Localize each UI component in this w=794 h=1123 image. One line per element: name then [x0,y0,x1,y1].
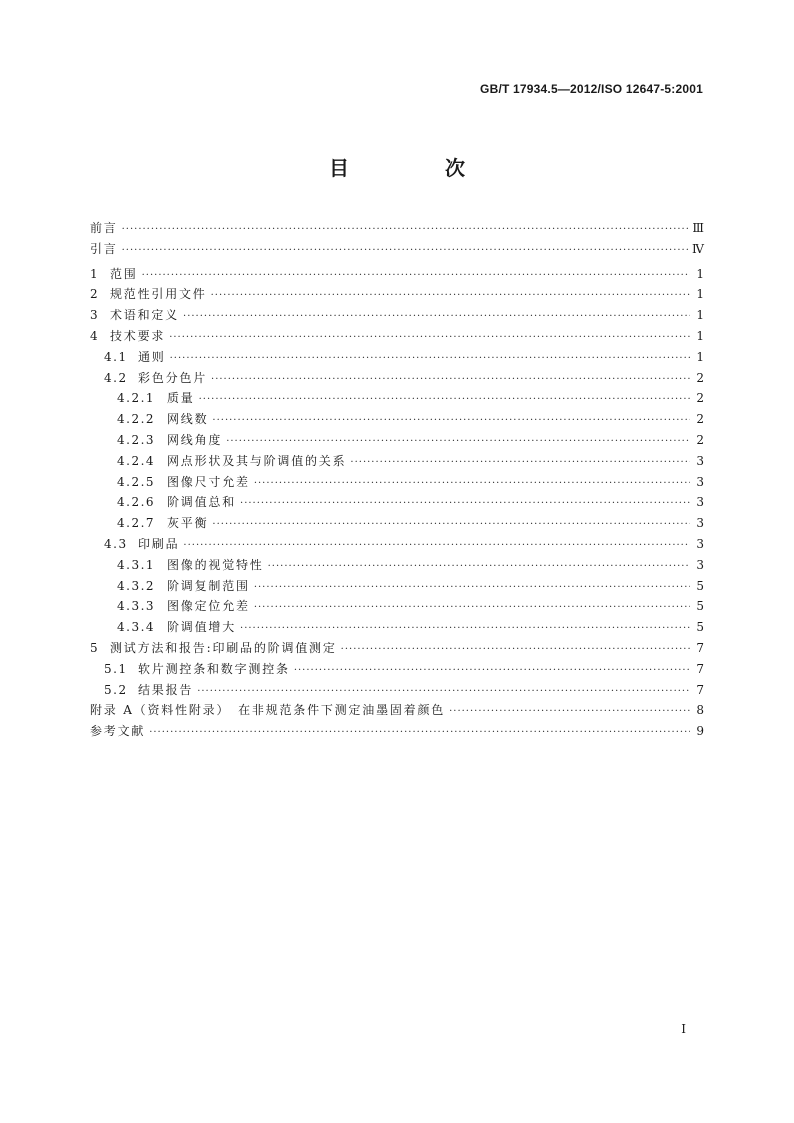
toc-entry-label: 技术要求 [110,328,166,343]
toc-entry-page: Ⅳ [692,241,704,256]
toc-dot-leader [122,241,688,262]
toc-entry-number: 4.3.1 [117,557,156,572]
toc-entry[interactable] [90,264,704,285]
toc-entry-page: 1 [696,308,704,323]
toc-entry-number: 2 [90,287,100,302]
toc-dot-leader [268,557,690,578]
toc-dot-leader [211,286,690,307]
toc-entry[interactable] [90,680,704,701]
toc-entry-page: 9 [696,724,704,739]
toc-entry-page: Ⅲ [692,221,704,235]
toc-entry-label: 规范性引用文件 [110,287,207,302]
toc-entry-label: 质量 [167,391,195,406]
toc-entry-number: 4.2.4 [117,453,156,468]
toc-entry-number: 4.2.7 [117,516,156,531]
toc-entry-page: 8 [696,703,704,718]
toc-entry-label: 测试方法和报告:印刷品的阶调值测定 [110,640,337,655]
toc-dot-leader [449,702,690,723]
toc-dot-leader [197,682,690,703]
toc-entry-number: 1 [90,266,100,281]
toc-entry-number: 4.2 [104,370,128,385]
toc-entry[interactable] [90,576,704,597]
toc-entry[interactable] [90,472,704,493]
toc-dot-leader [240,494,690,515]
toc-dot-leader [122,220,689,241]
toc-entry[interactable] [90,409,704,430]
toc-entry-number: 4.2.6 [117,495,156,510]
toc-dot-leader [212,411,690,432]
toc-entry-page: 7 [696,640,704,655]
toc-entry-label: 术语和定义 [110,308,180,323]
toc-entry[interactable] [90,513,704,534]
toc-entry-number: 4.1 [104,349,128,364]
toc-entry[interactable] [90,284,704,305]
toc-dot-leader [254,598,690,619]
table-of-contents [90,218,704,742]
toc-entry-number: 4.3.2 [117,578,156,593]
toc-entry-label: 图像尺寸允差 [167,474,250,489]
toc-entry-page: 3 [696,474,704,489]
toc-entry[interactable] [90,218,704,239]
toc-entry-page: 5 [696,599,704,614]
toc-entry[interactable] [90,388,704,409]
toc-entry-page: 2 [696,391,704,406]
toc-entry[interactable] [90,596,704,617]
toc-entry-page: 2 [696,370,704,385]
toc-entry-label: 附录 A（资料性附录） 在非规范条件下测定油墨固着颜色 [90,703,446,718]
toc-dot-leader [341,640,690,661]
toc-entry-label: 阶调复制范围 [167,578,250,593]
toc-dot-leader [142,266,690,287]
toc-entry-page: 1 [696,287,704,302]
toc-dot-leader [170,349,690,370]
toc-entry-number: 5 [90,640,100,655]
toc-entry[interactable] [90,534,704,555]
toc-entry[interactable] [90,638,704,659]
toc-entry-label: 范围 [110,266,138,281]
toc-entry-number: 4.2.1 [117,391,156,406]
toc-entry-number: 4.2.5 [117,474,156,489]
toc-entry-number: 4.2.2 [117,412,156,427]
toc-entry-label: 图像的视觉特性 [167,557,264,572]
toc-entry[interactable] [90,430,704,451]
toc-entry-page: 7 [696,682,704,697]
toc-entry-label: 灰平衡 [167,516,209,531]
toc-dot-leader [254,578,690,599]
toc-entry[interactable] [90,492,704,513]
toc-entry[interactable] [90,617,704,638]
toc-entry[interactable] [90,721,704,742]
toc-entry[interactable] [90,239,704,260]
toc-entry-page: 1 [696,328,704,343]
toc-entry[interactable] [90,700,704,721]
toc-entry-page: 5 [696,620,704,635]
toc-entry-label: 彩色分色片 [138,370,208,385]
toc-entry-number: 5.2 [104,682,128,697]
toc-entry-label: 参考文献 [90,724,146,739]
toc-entry[interactable] [90,326,704,347]
toc-entry-number: 4.2.3 [117,432,156,447]
toc-entry[interactable] [90,347,704,368]
toc-entry-number: 4 [90,328,100,343]
toc-entry[interactable] [90,368,704,389]
toc-dot-leader [183,307,690,328]
toc-entry-page: 1 [696,266,704,281]
toc-dot-leader [294,661,690,682]
toc-dot-leader [149,723,690,744]
toc-entry[interactable] [90,659,704,680]
toc-entry[interactable] [90,451,704,472]
toc-dot-leader [199,390,690,411]
toc-entry-page: 3 [696,495,704,510]
toc-entry-label: 图像定位允差 [167,599,250,614]
toc-entry-label: 印刷品 [138,536,180,551]
toc-entry-label: 网点形状及其与阶调值的关系 [167,453,347,468]
toc-entry-page: 3 [696,536,704,551]
toc-entry-page: 2 [696,432,704,447]
toc-entry-number: 4.3 [104,536,128,551]
toc-entry-number: 4.3.3 [117,599,156,614]
toc-dot-leader [183,536,690,557]
toc-entry-label: 引言 [90,241,118,256]
toc-entry-page: 3 [696,557,704,572]
toc-entry-label: 软片测控条和数字测控条 [138,661,290,676]
toc-entry-label: 网线角度 [167,432,223,447]
toc-entry-page: 5 [696,578,704,593]
toc-entry-number: 4.3.4 [117,620,156,635]
toc-entry-label: 网线数 [167,412,209,427]
toc-dot-leader [240,619,690,640]
toc-dot-leader [254,474,690,495]
toc-entry-page: 3 [696,453,704,468]
page-title: 目 次 [329,156,503,180]
toc-dot-leader [211,370,690,391]
toc-entry-page: 7 [696,661,704,676]
page-number: I [681,1022,686,1036]
toc-entry-page: 3 [696,516,704,531]
toc-entry-page: 1 [696,349,704,364]
toc-entry-number: 3 [90,308,100,323]
toc-entry-label: 阶调值总和 [167,495,237,510]
toc-dot-leader [169,328,690,349]
toc-entry-page: 2 [696,412,704,427]
toc-entry[interactable] [90,555,704,576]
toc-entry-label: 通则 [138,349,166,364]
toc-entry[interactable] [90,305,704,326]
standard-code-header: GB/T 17934.5—2012/ISO 12647-5:2001 [480,82,703,96]
toc-entry-label: 结果报告 [138,682,194,697]
toc-dot-leader [212,515,690,536]
toc-entry-label: 阶调值增大 [167,620,237,635]
toc-dot-leader [350,453,690,474]
toc-dot-leader [226,432,690,453]
toc-entry-number: 5.1 [104,661,128,676]
toc-entry-label: 前言 [90,221,118,235]
